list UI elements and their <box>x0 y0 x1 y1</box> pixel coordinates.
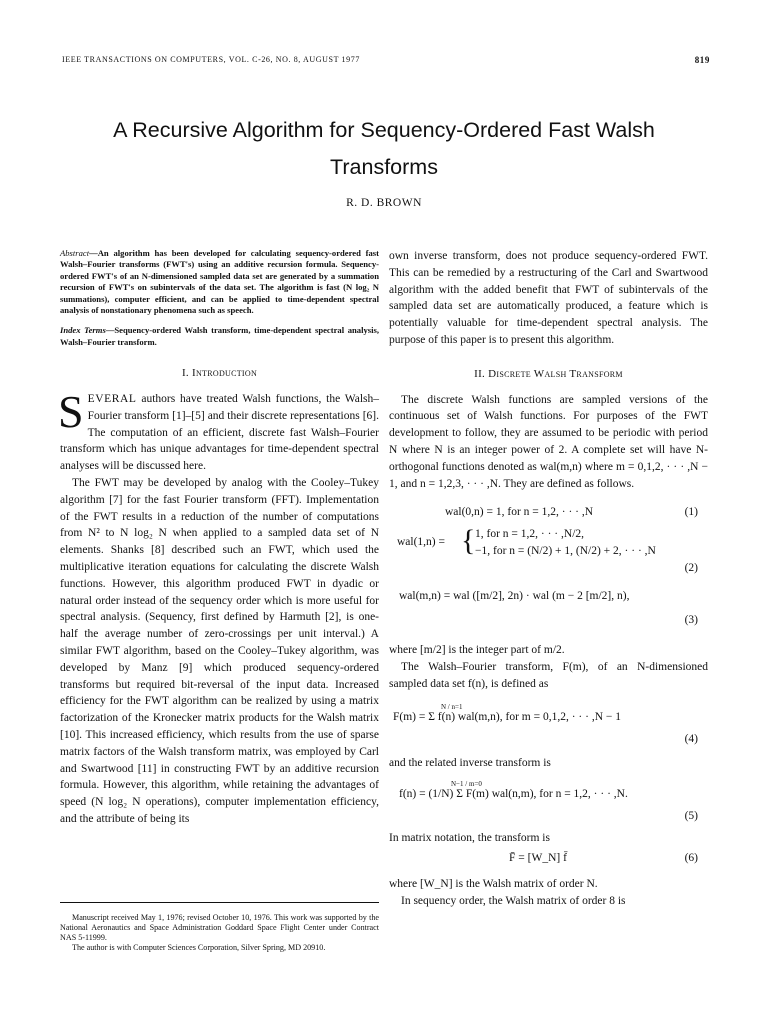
equation-3-body: wal(m,n) = wal ([m/2], 2n) · wal (m − 2 [m/2], n), <box>399 590 630 603</box>
equation-1-number: (1) <box>684 506 698 519</box>
right-paragraph-6: In matrix notation, the transform is <box>389 831 550 844</box>
abstract <box>60 248 379 316</box>
equation-2-lhs: wal(1,n) = <box>397 536 445 549</box>
intro-first-word: EVERAL <box>87 393 137 406</box>
equation-4 <box>389 699 708 749</box>
right-paragraph-5: and the related inverse transform is <box>389 756 551 769</box>
equation-2-case-a: 1, for n = 1,2, · · · ,N/2, <box>475 528 585 541</box>
index-terms <box>60 325 379 348</box>
intro-paragraph-1 <box>58 386 379 475</box>
equation-1-body: wal(0,n) = 1, for n = 1,2, · · · ,N <box>445 506 594 519</box>
abstract-text: —An algorithm has been developed for calculating sequency-ordered fast Walsh–Fourier transforms (FWT's) using an additive recursion formula. Sequency-ordered FWT's of an N-dimensioned sampled data set are generated by a summation recursion of FWT's on subintervals of the data set. The algorithm is fast (N log₂ N summations), computer efficient, and can be applied to time-dependent spectral analysis of nonstationary phenomena such as speech. <box>60 248 379 316</box>
left-column <box>60 248 379 828</box>
right-paragraph-3: where [m/2] is the integer part of m/2. <box>389 644 565 657</box>
title-line-1: A Recursive Algorithm for Sequency-Ordered Fast Walsh <box>113 118 655 142</box>
equation-6 <box>389 850 708 872</box>
equation-6-body: F̄ = [W_N] f̄ <box>509 852 567 865</box>
author: R. D. BROWN <box>346 197 422 209</box>
section-heading-dwt: II. Discrete Walsh Transform <box>474 367 623 380</box>
index-label: Index Terms <box>60 325 106 336</box>
right-paragraph-8: In sequency order, the Walsh matrix of order 8 is <box>401 895 626 908</box>
right-paragraph-1: own inverse transform, does not produce sequency-ordered FWT. This can be remedied by a restructuring of the Carl and Swartwood algorithm with the added benefit that FWT of subintervals of the sampled data set are automatically produced, a feature which is potentially valuable for time-dependent spectral analysis. The purpose of this paper is to present this algorithm. <box>389 250 708 346</box>
equation-3-number: (3) <box>684 614 698 627</box>
index-text: —Sequency-ordered Walsh transform, time-dependent spectral analysis, Walsh–Fourier transform. <box>60 325 380 347</box>
abstract-label: Abstract <box>60 248 90 258</box>
equation-5-body: f(n) = (1/N) Σ F(m) wal(n,m), for n = 1,2, · · · ,N. <box>399 787 628 800</box>
equation-2-case-b: −1, for n = (N/2) + 1, (N/2) + 2, · · · ,N <box>475 545 656 558</box>
intro-paragraph-2: The FWT may be developed by analog with the Cooley–Tukey algorithm [7] for the fast Fourier transform (FFT). Implementation of the FWT results in a reduction of the number of computations from N² to N log₂ N when applied to a sampled data set of N elements. Shanks [8] described such an FWT, which used the multiplicative iteration equations for calculating the discrete Walsh functions. However, this algorithm produced FWT in dyadic or natural order instead of the sequency order which is more useful for spectral analysis. (Sequency, first defined by Harmuth [2], is one-half the average number of zero-crossings per unit interval.) A similar FWT algorithm, based on the Cooley–Tukey algorithm, was developed by Manz [9] which produced sequency-ordered transforms but required bit-reversal of the input data. Increased efficiency for the FWT algorithm can be realized by using a matrix factorization of the Kronecker matrix products for the Walsh matrix [10]. This increased efficiency, which results from the use of sparse matrix factors of the Walsh transform matrix, was employed by Carl and Swartwood [11] in constructing FWT by an additive recursion formula. However, this algorithm, while retaining the advantages of speed (N log₂ N operations), computer implementation efficiency, and the attribute of being its <box>60 477 379 825</box>
equation-5-number: (5) <box>684 809 698 822</box>
equation-4-limits: N / n=1 <box>441 702 463 711</box>
paper-title <box>40 112 728 186</box>
equation-2 <box>389 526 708 578</box>
section-heading-introduction: I. Introduction <box>181 367 258 380</box>
equation-2-number: (2) <box>684 562 698 575</box>
equation-1 <box>389 504 708 526</box>
right-paragraph-2: The discrete Walsh functions are sampled versions of the continuous set of Walsh functions. For purposes of the FWT development to follow, they are assumed to be periodic with period N where N is an integer power of 2. A complete set will have N-orthogonal functions denoted as wal(m,n) where m = 0,1,2, · · · ,N − 1, and n = 1,2,3, · · · ,N. They are defined as follows. <box>389 393 708 490</box>
equation-3 <box>389 582 708 634</box>
drop-cap: S <box>58 386 84 438</box>
footnotes <box>60 913 379 953</box>
right-paragraph-4: The Walsh–Fourier transform, F(m), of an N-dimensioned sampled data set f(n), is defined as <box>389 661 708 690</box>
running-header <box>62 55 710 64</box>
equation-5 <box>389 776 708 826</box>
title-line-2: Transforms <box>330 155 438 179</box>
right-paragraph-7: where [W_N] is the Walsh matrix of order N. <box>389 878 598 891</box>
equation-6-number: (6) <box>684 852 698 865</box>
equation-2-brace: { <box>461 524 476 558</box>
footnote-rule <box>60 902 379 903</box>
footnote-manuscript: Manuscript received May 1, 1976; revised October 10, 1976. This work was supported by the National Aeronautics and Space Administration Goddard Space Flight Center under Contract NAS 5-11999. <box>60 913 379 942</box>
journal-citation: IEEE TRANSACTIONS ON COMPUTERS, VOL. C-26, NO. 8, AUGUST 1977 <box>62 55 360 64</box>
footnote-affiliation: The author is with Computer Sciences Corporation, Silver Spring, MD 20910. <box>72 943 326 952</box>
equation-4-number: (4) <box>684 732 698 745</box>
intro-p1-text: authors have treated Walsh functions, the Walsh–Fourier transform [1]–[5] and their discrete representations [6]. The computation of an efficient, discrete fast Walsh–Fourier transform which has unique advantages for time-dependent spectral analyses will be discussed here. <box>60 393 379 473</box>
equation-4-body: F(m) = Σ f(n) wal(m,n), for m = 0,1,2, · · · ,N − 1 <box>393 710 621 723</box>
page-number: 819 <box>694 55 710 65</box>
right-column <box>389 248 708 910</box>
equation-5-limits: N−1 / m=0 <box>451 779 482 788</box>
